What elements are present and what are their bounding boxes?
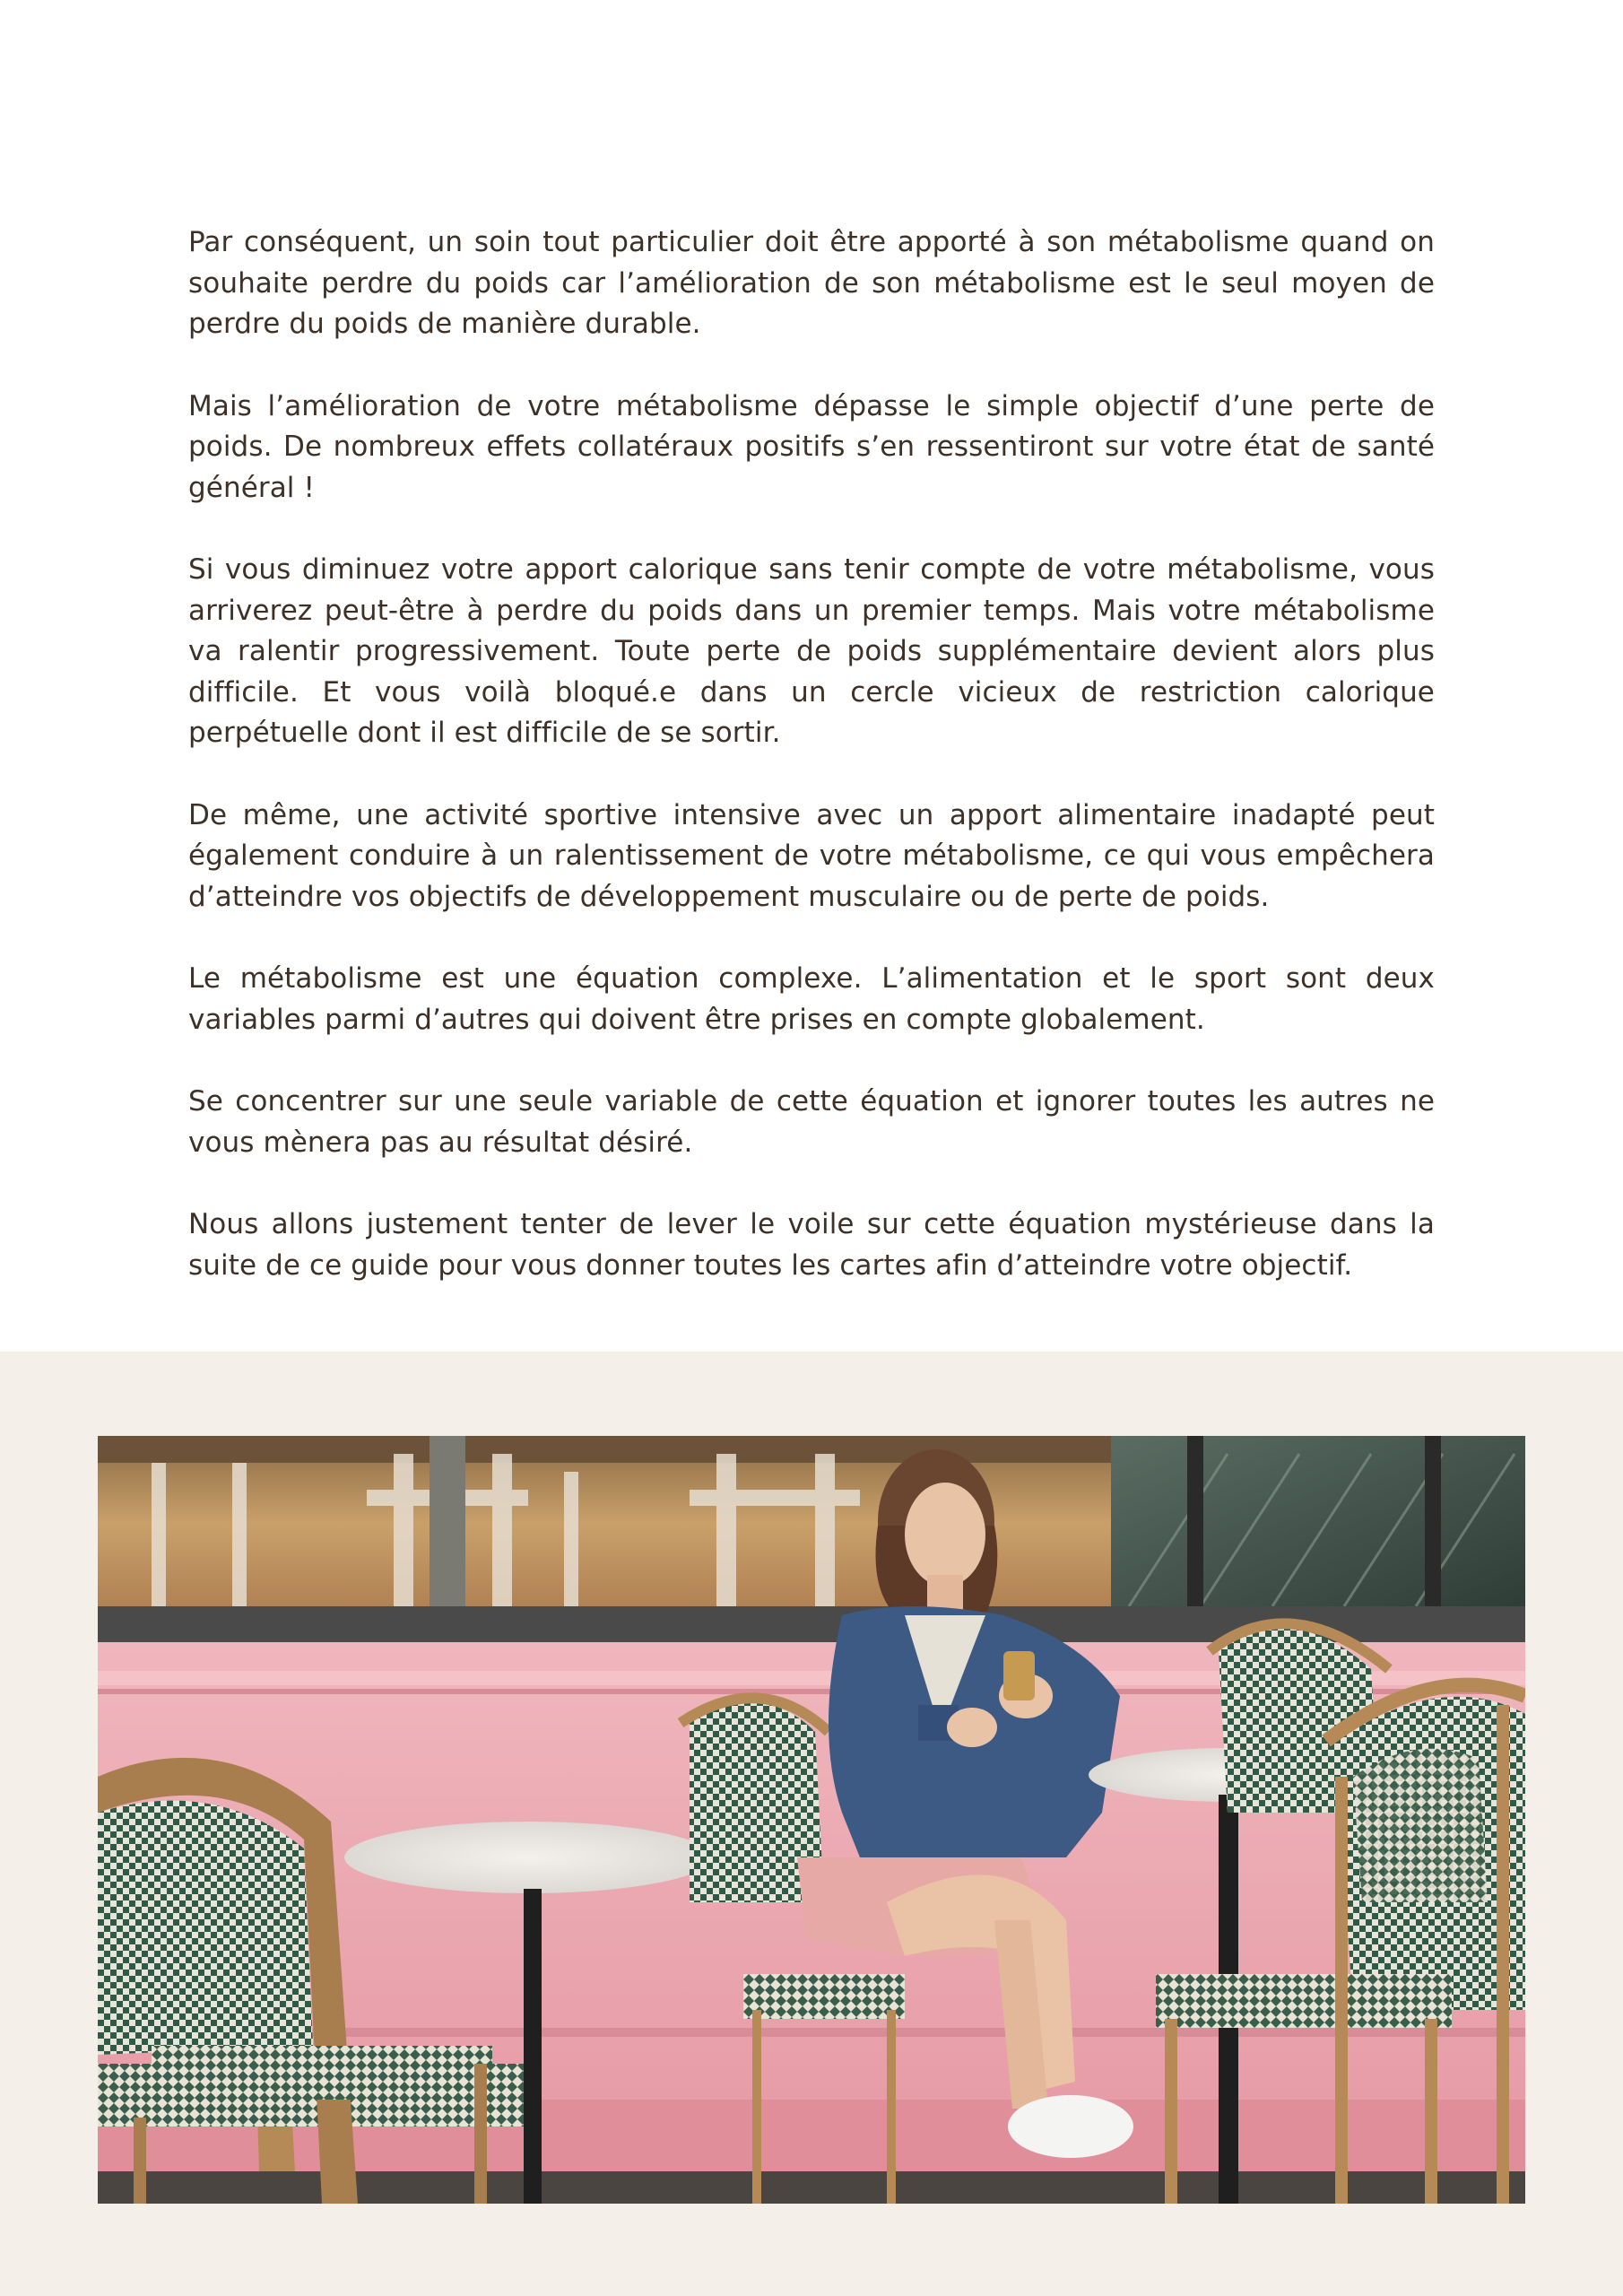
paragraph-3: Si vous diminuez votre apport calorique sans tenir compte de votre métabolisme, vous arriverez peut-être à perdre du poids dans un premier temps. Mais votre métabolisme va ralentir progressivement. Toute perte de poids supplémentaire devient alors plus difficile. Et vous voilà bloqué.e dans un cercle vicieux de restriction calorique perpétuelle dont il est difficile de se sortir. (188, 553, 1435, 749)
paragraph-5: Le métabolisme est une équation complexe. L’alimentation et le sport sont deux variables parmi d’autres qui doivent être prises en compte globalement. (188, 962, 1435, 1036)
paragraph-2: Mais l’amélioration de votre métabolisme dépasse le simple objectif d’une perte de poids. De nombreux effets collatéraux positifs s’en ressentiront sur votre état de santé général ! (188, 389, 1435, 504)
paragraph-7: Nous allons justement tenter de lever le voile sur cette équation mystérieuse dans la suite de ce guide pour vous donner toutes les cartes afin d’atteindre votre objectif. (188, 1208, 1435, 1282)
paragraph-4: De même, une activité sportive intensive avec un apport alimentaire inadapté peut également conduire à un ralentissement de votre métabolisme, ce qui vous empêchera d’atteindre vos objectifs de développement musculaire ou de perte de poids. (188, 798, 1435, 913)
cafe-terrace-photo (98, 1436, 1525, 2204)
paragraph-1: Par conséquent, un soin tout particulier doit être apporté à son métabolisme quand on souhaite perdre du poids car l’amélioration de son métabolisme est le seul moyen de perdre du poids de manière durable. (188, 226, 1435, 340)
paragraph-6: Se concentrer sur une seule variable de cette équation et ignorer toutes les autres ne vous mènera pas au résultat désiré. (188, 1085, 1435, 1159)
body-text (188, 222, 1435, 1327)
